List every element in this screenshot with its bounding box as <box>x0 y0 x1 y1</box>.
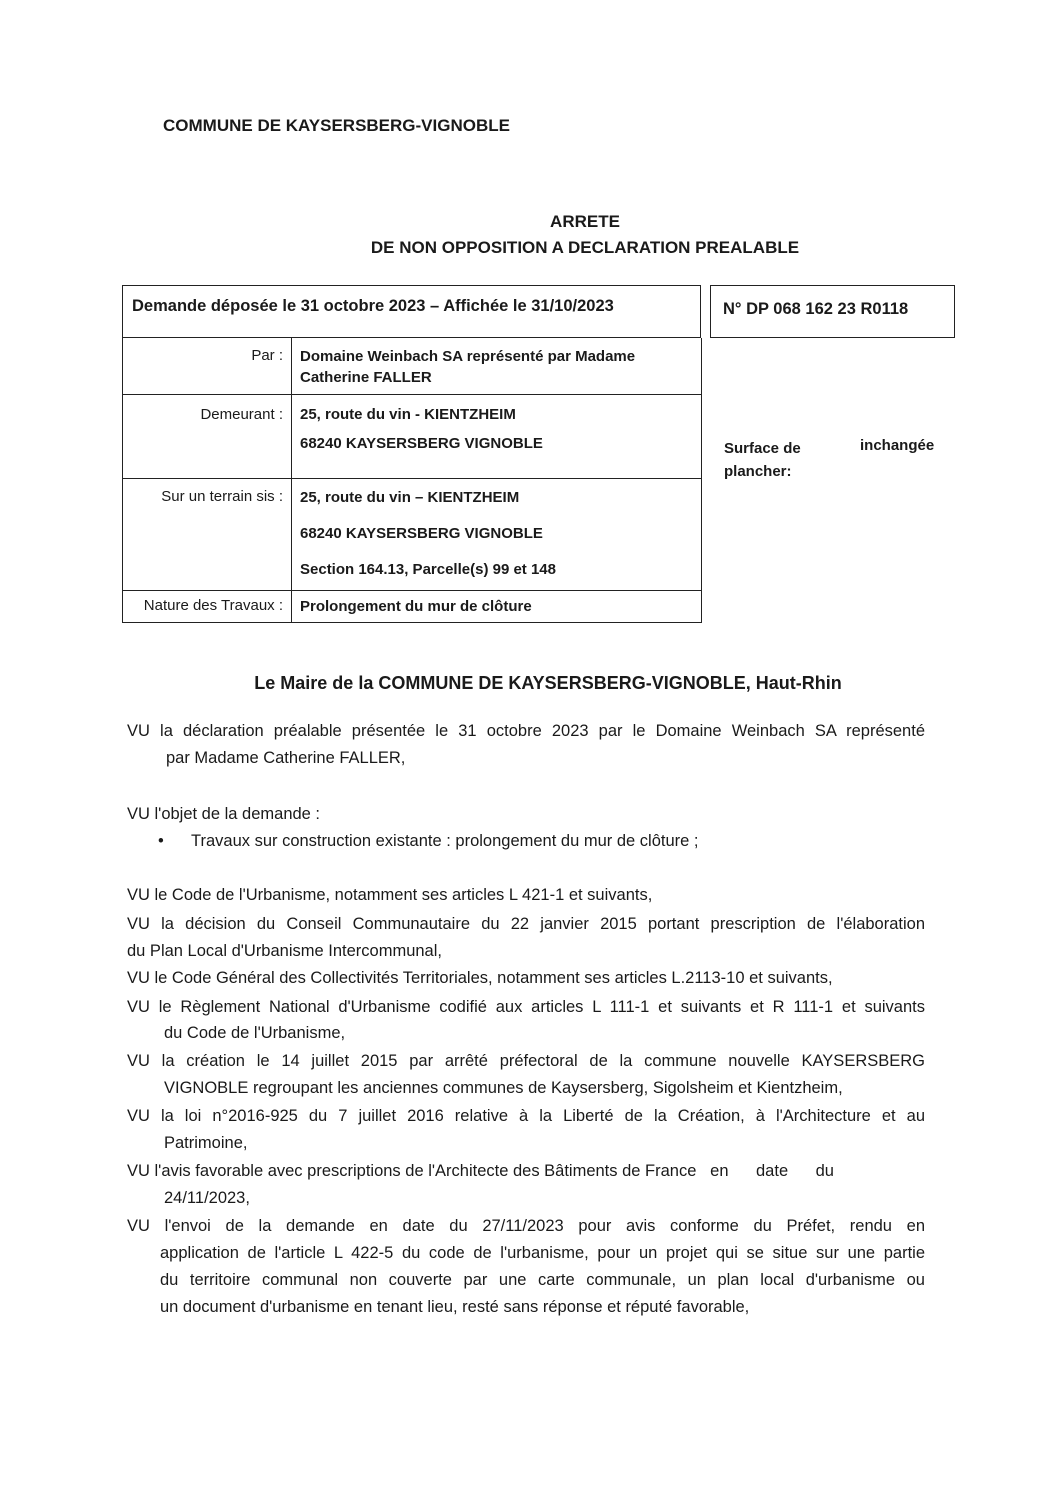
vu-conseil-line2: du Plan Local d'Urbanisme Intercommunal, <box>127 942 442 960</box>
surface-label <box>724 437 801 483</box>
surface-value: inchangée <box>860 437 935 454</box>
table-row-divider <box>123 478 701 479</box>
vu-conseil-line1: VU la décision du Conseil Communautaire du 22 janvier 2015 portant prescription de l'élaboration <box>127 915 925 933</box>
vu-creation-line2: VIGNOBLE regroupant les anciennes communes de Kaysersberg, Sigolsheim et Kientzheim, <box>164 1079 843 1097</box>
request-date: Demande déposée le 31 octobre 2023 – Affichée le 31/10/2023 <box>132 297 614 315</box>
applicant-address-line1: 25, route du vin - KIENTZHEIM <box>300 406 516 423</box>
terrain-address-line2: 68240 KAYSERSBERG VIGNOBLE <box>300 525 543 542</box>
bullet-icon: • <box>158 832 164 850</box>
vu-creation-line1: VU la création le 14 juillet 2015 par arrêté préfectoral de la commune nouvelle KAYSERSBERG <box>127 1052 925 1070</box>
demeurant-label: Demeurant : <box>200 406 283 423</box>
par-label: Par : <box>251 347 283 364</box>
vu-declaration-line2: par Madame Catherine FALLER, <box>166 749 406 767</box>
commune-header: COMMUNE DE KAYSERSBERG-VIGNOBLE <box>163 116 510 135</box>
vu-rnu-line1: VU le Règlement National d'Urbanisme codifié aux articles L 111-1 et suivants et R 111-1 et suivants <box>127 998 925 1016</box>
vu-prefet-line4: un document d'urbanisme en tenant lieu, resté sans réponse et réputé favorable, <box>160 1298 750 1316</box>
document-subtitle: DE NON OPPOSITION A DECLARATION PREALABLE <box>370 238 800 257</box>
vu-abf-line1: VU l'avis favorable avec prescriptions de l'Architecte des Bâtiments de France en date du <box>127 1162 834 1180</box>
surface-label-line1: Surface de <box>724 440 801 457</box>
nature-label: Nature des Travaux : <box>143 597 283 614</box>
vu-prefet-line3: du territoire communal non couverte par une carte communale, un plan local d'urbanisme ou <box>160 1271 925 1289</box>
vu-rnu-line2: du Code de l'Urbanisme, <box>164 1024 346 1042</box>
vu-code-urbanisme: VU le Code de l'Urbanisme, notamment ses articles L 421-1 et suivants, <box>127 886 653 904</box>
vu-objet: VU l'objet de la demande : <box>127 805 321 823</box>
vu-cgct: VU le Code Général des Collectivités Territoriales, notamment ses articles L.2113-10 et suivants, <box>127 969 833 987</box>
vu-objet-bullet: Travaux sur construction existante : prolongement du mur de clôture ; <box>191 832 699 850</box>
vu-prefet-line2: application de l'article L 422-5 du code de l'urbanisme, pour un projet qui se situe sur une partie <box>160 1244 925 1262</box>
request-details-table <box>122 338 702 623</box>
terrain-address-line1: 25, route du vin – KIENTZHEIM <box>300 489 520 506</box>
terrain-parcels: Section 164.13, Parcelle(s) 99 et 148 <box>300 561 556 578</box>
terrain-label: Sur un terrain sis : <box>161 488 283 505</box>
applicant-name-line1: Domaine Weinbach SA représenté par Madame <box>300 348 636 365</box>
table-column-divider <box>291 338 292 622</box>
dossier-number-box <box>710 285 955 338</box>
table-row-divider <box>123 590 701 591</box>
table-row-divider <box>123 394 701 395</box>
applicant-name-line2: Catherine FALLER <box>300 369 432 386</box>
vu-prefet-line1: VU l'envoi de la demande en date du 27/11/2023 pour avis conforme du Préfet, rendu en <box>127 1217 925 1235</box>
vu-loi-line2: Patrimoine, <box>164 1134 248 1152</box>
request-date-box <box>122 285 701 338</box>
document-title: ARRETE <box>550 212 620 231</box>
vu-abf-line2: 24/11/2023, <box>164 1189 250 1207</box>
vu-loi-line1: VU la loi n°2016-925 du 7 juillet 2016 relative à la Liberté de la Création, à l'Architecture et au <box>127 1107 925 1125</box>
nature-value: Prolongement du mur de clôture <box>300 598 532 615</box>
dossier-number: N° DP 068 162 23 R0118 <box>723 300 909 318</box>
applicant-address-line2: 68240 KAYSERSBERG VIGNOBLE <box>300 435 543 452</box>
vu-declaration-line1: VU la déclaration préalable présentée le 31 octobre 2023 par le Domaine Weinbach SA représenté <box>127 722 925 740</box>
mayor-heading: Le Maire de la COMMUNE DE KAYSERSBERG-VIGNOBLE, Haut-Rhin <box>254 673 842 693</box>
surface-label-line2: plancher: <box>724 463 792 480</box>
